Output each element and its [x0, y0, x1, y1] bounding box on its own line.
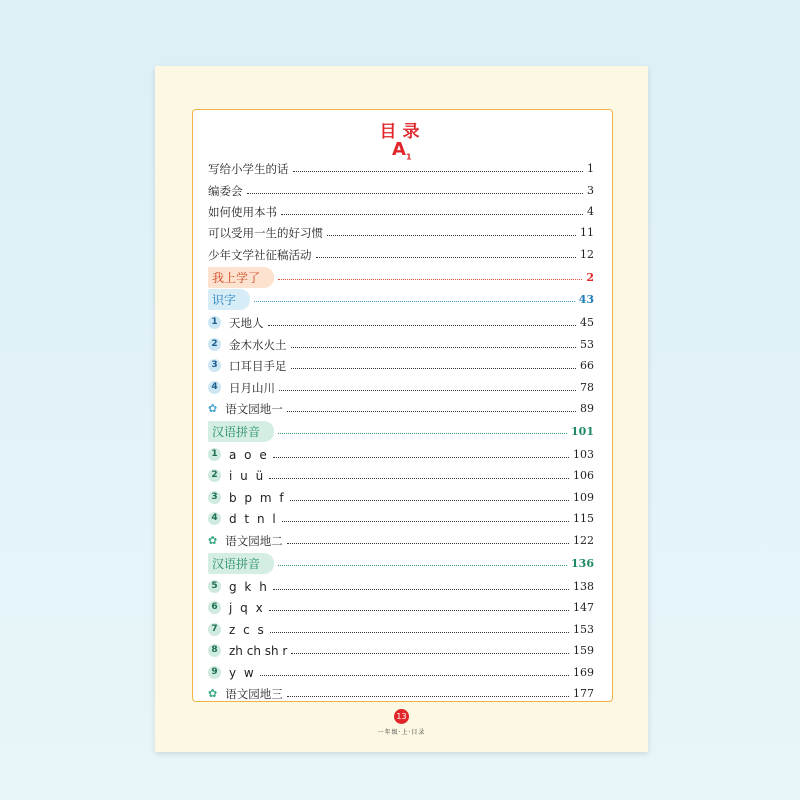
toc-entry-label: 金木水火土	[229, 337, 287, 352]
toc-entry-page: 89	[580, 402, 594, 415]
leader-dots	[291, 368, 577, 369]
toc-entry-page: 103	[573, 448, 594, 461]
toc-lesson[interactable]	[208, 508, 594, 529]
toc-entry-page: 53	[580, 338, 594, 351]
toc-lesson[interactable]	[208, 487, 594, 508]
toc-entry-label: zh ch sh r	[229, 643, 288, 658]
leader-dots	[316, 257, 577, 258]
toc-entry-page: 4	[587, 205, 594, 218]
leader-dots	[281, 214, 583, 215]
toc-entry-page: 12	[580, 248, 594, 261]
leader-dots	[273, 457, 569, 458]
flower-icon: ✿	[208, 534, 218, 547]
leader-dots	[278, 433, 567, 434]
toc-entry-page: 177	[573, 687, 594, 700]
lesson-number-badge: 1	[208, 448, 221, 461]
toc-lesson[interactable]	[208, 312, 594, 333]
lesson-number-badge: 2	[208, 469, 221, 482]
toc-entry-page: 109	[573, 491, 594, 504]
lesson-number-badge: 7	[208, 623, 221, 636]
toc-entry-page: 66	[580, 359, 594, 372]
section-heading-shizi[interactable]	[208, 289, 594, 309]
leader-dots	[254, 301, 575, 302]
leader-dots	[282, 521, 569, 522]
toc-entry-label: 天地人	[229, 315, 264, 330]
leader-dots	[293, 171, 584, 172]
toc-lesson[interactable]	[208, 334, 594, 355]
toc-entry-label: 少年文学社征稿活动	[208, 247, 312, 262]
toc-entry-page: 153	[573, 623, 594, 636]
toc-entry-label: 口耳目手足	[229, 358, 287, 373]
section-page: 43	[578, 292, 594, 306]
toc-entry-label: 语文园地一	[225, 401, 283, 416]
toc-entry-label: i u ü	[229, 468, 266, 483]
lesson-number-badge: 4	[208, 381, 221, 394]
leader-dots	[278, 279, 582, 280]
toc-entry-label: z c s	[229, 622, 266, 637]
flower-icon: ✿	[208, 402, 218, 415]
toc-entry-page: 106	[573, 469, 594, 482]
logo-letter: A	[392, 139, 406, 160]
section-heading-start-school[interactable]	[208, 267, 594, 287]
page-title: 目录	[379, 122, 426, 142]
leader-dots	[247, 193, 584, 194]
toc-entry-label: 可以受用一生的好习惯	[208, 225, 323, 240]
toc-entry[interactable]	[208, 222, 594, 243]
section-tag: 识字	[208, 289, 250, 310]
toc-lesson[interactable]	[208, 530, 594, 551]
toc-lesson[interactable]	[208, 683, 594, 704]
toc-entry-label: b p m f	[229, 490, 286, 505]
leader-dots	[278, 565, 567, 566]
leader-dots	[291, 653, 569, 654]
toc-entry-label: 日月山川	[229, 380, 275, 395]
toc-lesson[interactable]	[208, 465, 594, 486]
leader-dots	[269, 478, 569, 479]
lesson-number-badge: 6	[208, 601, 221, 614]
toc-entry-page: 115	[573, 512, 594, 525]
section-page: 101	[571, 424, 594, 438]
flower-icon: ✿	[208, 687, 218, 700]
toc-entry-page: 45	[580, 316, 594, 329]
toc-entry-page: 159	[573, 644, 594, 657]
toc-entry-label: j q x	[229, 600, 265, 615]
leader-dots	[290, 500, 569, 501]
toc-entry-label: y w	[229, 665, 256, 680]
lesson-number-badge: 2	[208, 338, 221, 351]
page-footer: 一年级·上·目录	[377, 729, 426, 736]
toc-entry[interactable]	[208, 180, 594, 201]
toc-entry-label: d t n l	[229, 511, 278, 526]
lesson-number-badge: 4	[208, 512, 221, 525]
toc-lesson[interactable]	[208, 355, 594, 376]
leader-dots	[291, 347, 577, 348]
leader-dots	[260, 675, 569, 676]
leader-dots	[287, 543, 569, 544]
lesson-number-badge: 1	[208, 316, 221, 329]
toc-entry-page: 11	[580, 226, 594, 239]
toc-lesson[interactable]	[208, 576, 594, 597]
leader-dots	[287, 696, 569, 697]
section-tag: 汉语拼音	[208, 553, 274, 574]
section-tag: 汉语拼音	[208, 421, 274, 442]
toc-entry-page: 1	[587, 162, 594, 175]
section-page: 2	[586, 270, 594, 284]
toc-entry[interactable]	[208, 244, 594, 265]
lesson-number-badge: 9	[208, 666, 221, 679]
toc-entry-label: a o e	[229, 447, 269, 462]
toc-entry-page: 78	[580, 381, 594, 394]
lesson-number-badge: 3	[208, 491, 221, 504]
leader-dots	[287, 411, 576, 412]
toc-entry-label: 语文园地二	[225, 533, 283, 548]
leader-dots	[270, 632, 569, 633]
leader-dots	[327, 235, 576, 236]
section-tag: 我上学了	[208, 267, 274, 288]
toc-entry-label: 写给小学生的话	[208, 161, 289, 176]
toc-lesson[interactable]	[208, 398, 594, 419]
toc-lesson[interactable]	[208, 444, 594, 465]
leader-dots	[269, 610, 569, 611]
toc-entry-label: 如何使用本书	[208, 204, 277, 219]
toc-entry[interactable]	[208, 158, 594, 179]
section-page: 136	[571, 556, 594, 570]
toc-entry-page: 147	[573, 601, 594, 614]
lesson-number-badge: 3	[208, 359, 221, 372]
lesson-number-badge: 8	[208, 644, 221, 657]
toc-entry[interactable]	[208, 201, 594, 222]
toc-lesson[interactable]	[208, 662, 594, 683]
toc-frame	[192, 109, 613, 702]
toc-entry-page: 138	[573, 580, 594, 593]
logo-subscript: 1	[405, 152, 412, 162]
leader-dots	[273, 589, 569, 590]
toc-entry-label: 语文园地三	[225, 686, 283, 701]
leader-dots	[268, 325, 577, 326]
leader-dots	[279, 390, 576, 391]
section-heading-pinyin-1[interactable]	[208, 421, 594, 441]
section-heading-pinyin-2[interactable]	[208, 553, 594, 573]
toc-entry-page: 169	[573, 666, 594, 679]
toc-entry-page: 122	[573, 534, 594, 547]
book-page	[155, 66, 648, 752]
toc-entry-label: 编委会	[208, 183, 243, 198]
toc-lesson[interactable]	[208, 597, 594, 618]
toc-lesson[interactable]	[208, 619, 594, 640]
lesson-number-badge: 5	[208, 580, 221, 593]
page-number-badge: 13	[394, 709, 409, 724]
toc-lesson[interactable]	[208, 640, 594, 661]
toc-lesson[interactable]	[208, 377, 594, 398]
toc-entry-label: g k h	[229, 579, 269, 594]
toc-entry-page: 3	[587, 184, 594, 197]
